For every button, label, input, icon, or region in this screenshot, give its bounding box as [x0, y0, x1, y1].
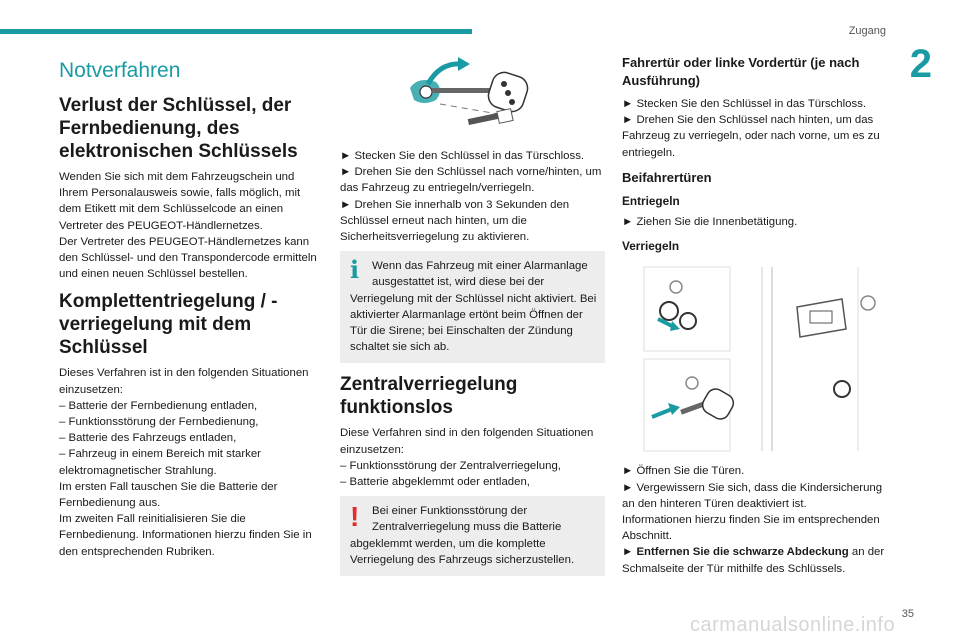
door-cover-icon	[622, 259, 888, 455]
list-item: – Funktionsstörung der Fernbedienung,	[59, 416, 259, 429]
list-item: – Batterie des Fahrzeugs entladen,	[59, 432, 237, 445]
warning-note	[340, 496, 605, 576]
key-in-lock-illustration	[340, 54, 605, 140]
heading-lost-key: Verlust der Schlüssel, der Fernbedienung, des elektronischen Schlüssels	[59, 95, 298, 162]
step: ► Drehen Sie den Schlüssel nach hinten, um das Fahrzeug zu verriegeln, oder nach vorne, um es zu entriegeln.	[622, 114, 880, 159]
header-accent-bar	[0, 29, 472, 34]
heading-driver-door: Fahrertür oder linke Vordertür (je nach Ausführung)	[622, 55, 860, 88]
column-1	[59, 54, 324, 560]
key-lock-icon	[340, 54, 605, 140]
step: ► Stecken Sie den Schlüssel in das Türschloss.	[340, 150, 585, 162]
column-2	[340, 54, 605, 586]
paragraph: Der Vertreter des PEUGEOT-Händlernetzes kann den Schlüssel- und den Transpondercode ermitteln und einen neuen Schlüssel bestellen.	[59, 235, 317, 281]
info-icon: i	[350, 255, 360, 285]
section-title: Notverfahren	[59, 59, 181, 82]
step: ► Öffnen Sie die Türen.	[622, 465, 745, 478]
step	[622, 544, 888, 576]
column-3	[622, 54, 888, 577]
chapter-number: 2	[909, 42, 932, 86]
heading-passenger-doors: Beifahrertüren	[622, 169, 712, 185]
step: ► Vergewissern Sie sich, dass die Kindersicherung an den hinteren Türen deaktiviert ist.	[622, 481, 883, 510]
list-item: – Batterie der Fernbedienung entladen,	[59, 399, 258, 412]
paragraph: Im zweiten Fall reinitialisieren Sie die Fernbedienung. Informationen hierzu finden Sie in den entsprechenden Rubriken.	[59, 513, 312, 558]
step: ► Stecken Sie den Schlüssel in das Türschloss.	[622, 98, 867, 110]
step: ► Drehen Sie den Schlüssel nach vorne/hinten, um das Fahrzeug zu entriegeln/verriegeln.	[340, 166, 602, 195]
list-item: – Fahrzeug in einem Bereich mit starker elektromagnetischer Strahlung.	[59, 448, 261, 477]
instruction-rest: an der Schmalseite der Tür mithilfe des Schlüssels.	[622, 546, 885, 575]
paragraph: Im ersten Fall tauschen Sie die Batterie der Fernbedienung aus.	[59, 480, 278, 510]
note-text: Bei einer Funktionsstörung der Zentralverriegelung muss die Batterie abgeklemmt werden, um die komplette Verriegelung des Fahrzeugs sicherzustellen.	[350, 505, 575, 566]
door-lock-illustration	[622, 259, 888, 455]
section-label: Zugang	[848, 25, 886, 37]
paragraph: Wenden Sie sich mit dem Fahrzeugschein und Ihrem Personalausweis sowie, falls möglich, mit dem Etikett mit dem Schlüsselcode an einen Vertreter des PEUGEOT-Händlernetzes.	[59, 171, 301, 232]
step: ► Drehen Sie innerhalb von 3 Sekunden den Schlüssel erneut nach hinten, um die Sicherheitsverriegelung zu aktivieren.	[340, 198, 570, 244]
paragraph: Informationen hierzu finden Sie im entsprechenden Abschnitt.	[622, 514, 880, 543]
paragraph: Diese Verfahren sind in den folgenden Situationen einzusetzen:	[340, 427, 594, 456]
step: ► Ziehen Sie die Innenbetätigung.	[622, 216, 798, 229]
bold-instruction: ► Entfernen Sie die schwarze Abdeckung	[622, 546, 849, 559]
warning-icon: !	[350, 501, 360, 533]
watermark: carmanualsonline.info	[690, 614, 896, 636]
info-note	[340, 251, 605, 363]
heading-lock: Verriegeln	[622, 239, 680, 254]
heading-complete-unlock: Komplettentriegelung / -verriegelung mit dem Schlüssel	[59, 291, 278, 359]
note-text: Wenn das Fahrzeug mit einer Alarmanlage ausgestattet ist, wird diese bei der Verriegelung mit der Schlüssel nicht aktiviert. Bei aktivierter Alarmanlage ertönt beim Öffnen der Tür die Sirene; bei Einschalten der Zündung schaltet sie sich ab.	[350, 260, 597, 354]
page-number: 35	[901, 608, 914, 620]
list-item: – Funktionsstörung der Zentralverriegelung,	[340, 459, 561, 472]
list-item: – Batterie abgeklemmt oder entladen,	[340, 476, 530, 489]
heading-central-lock: Zentralverriegelung funktionslos	[340, 374, 518, 419]
paragraph: Dieses Verfahren ist in den folgenden Situationen einzusetzen:	[59, 367, 309, 396]
heading-unlock: Entriegeln	[622, 193, 680, 208]
